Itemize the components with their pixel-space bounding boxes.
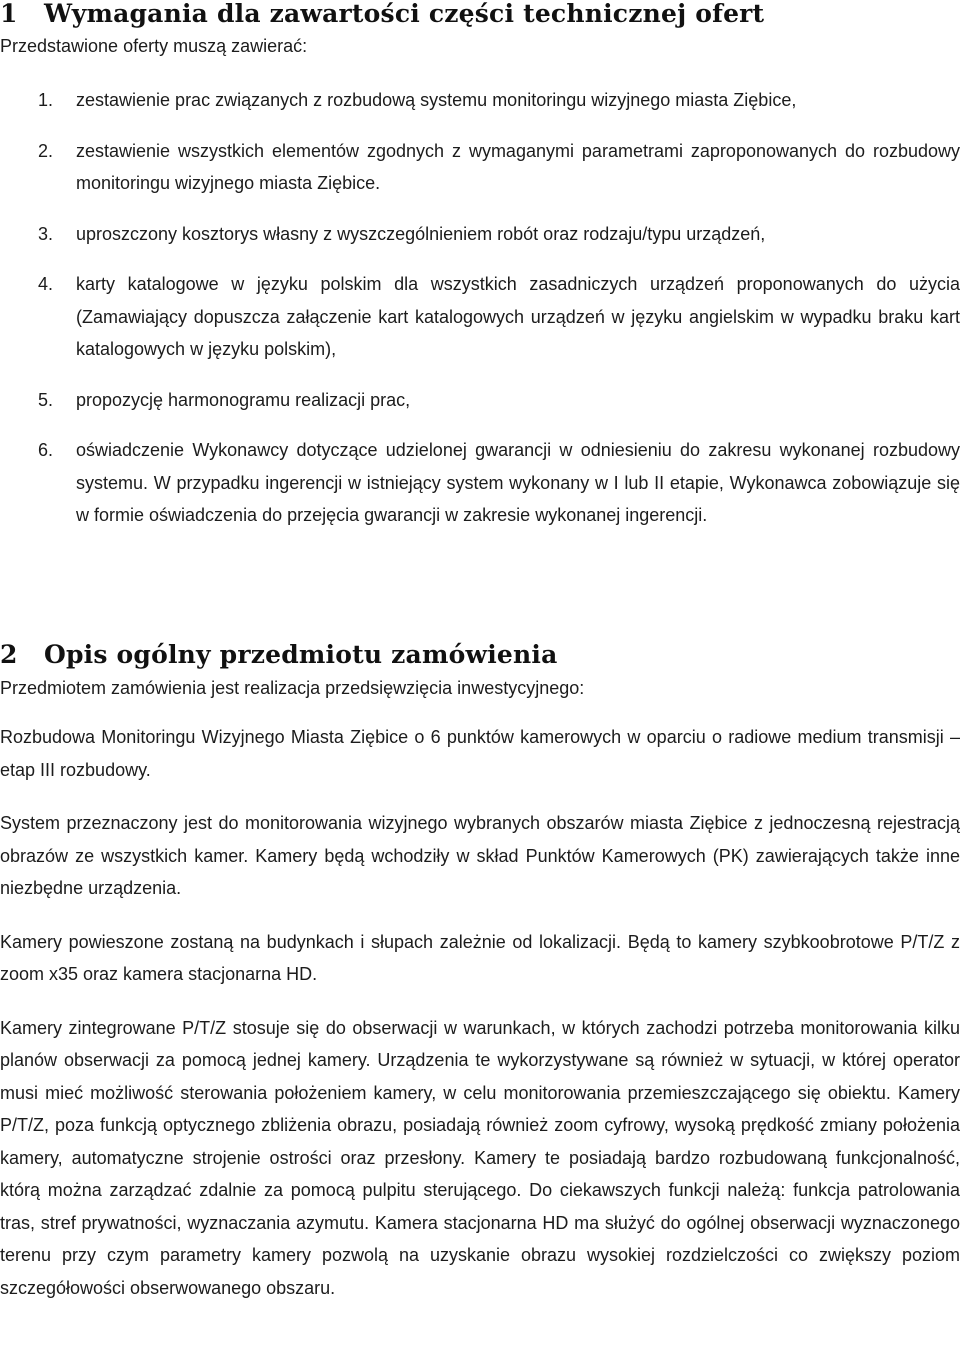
list-item-text: karty katalogowe w języku polskim dla wszystkich zasadniczych urządzeń proponowanych do użycia (Zamawiający dopuszcza załączenie kart katalogowych urządzeń w języku angielskim w wypadku braku kart katalogowych w języku polskim),: [76, 274, 960, 359]
list-item-text: zestawienie wszystkich elementów zgodnych z wymaganymi parametrami zaproponowanych do rozbudowy monitoringu wizyjnego miasta Ziębice.: [76, 140, 960, 193]
section-1-intro: Przedstawione oferty muszą zawierać:: [0, 36, 308, 56]
paragraph: Rozbudowa Monitoringu Wizyjnego Miasta Ziębice o 6 punktów kamerowych w oparciu o radiowe medium transmisji – etap III rozbudowy.: [0, 727, 960, 780]
list-item: [0, 218, 960, 251]
list-item-text: propozycję harmonogramu realizacji prac,: [76, 389, 411, 410]
list-item: [0, 268, 960, 366]
list-item: [0, 135, 960, 200]
list-item: [0, 434, 960, 532]
list-item-text: oświadczenie Wykonawcy dotyczące udzielonej gwarancji w odniesieniu do zakresu wykonanej rozbudowy systemu. W przypadku ingerencji w istniejący system wykonany w I lub II etapie, Wykonawca zobowiązuje się w formie oświadczenia do przejęcia gwarancji w zakresie wykonanej ingerencji.: [76, 440, 960, 525]
section-1-title: Wymagania dla zawartości części technicznej ofert: [44, 0, 765, 28]
section-2-body: [0, 675, 960, 1325]
paragraph: Kamery zintegrowane P/T/Z stosuje się do obserwacji w warunkach, w których zachodzi potrzeba monitorowania kilku planów obserwacji za pomocą jednej kamery. Urządzenia te wykorzystywane są również w sytuacji, w której operator musi mieć możliwość sterowania położeniem kamery, w celu monitorowania przemieszczającego się obiektu. Kamery P/T/Z, poza funkcją optycznego zbliżenia obrazu, posiadają również zoom cyfrowy, wysoką prędkość zmiany położenia kamery, automatyczne strojenie ostrości oraz przesłony. Kamery te posiadają bardzo rozbudowaną funkcjonalność, którą można zarządzać zdalnie za pomocą pulpitu sterującego. Do ciekawszych funkcji należą: funkcja patrolowania tras, stref prywatności, wyznaczania azymutu. Kamera stacjonarna HD ma służyć do ogólnej obserwacji wyznaczonego terenu przy czym parametry kamery pozwolą na uzyskanie obrazu wysokiej rozdzielczości co zwiększy poziom szczegółowości obserwowanego obszaru.: [0, 1017, 960, 1298]
section-2-number: 2: [0, 640, 18, 669]
list-item: [0, 84, 960, 117]
list-item-marker: 3.: [38, 223, 54, 244]
list-item-marker: 1.: [38, 90, 54, 110]
list-item-text: zestawienie prac związanych z rozbudową systemu monitoringu wizyjnego miasta Ziębice,: [76, 90, 797, 110]
section-1-heading: [0, 0, 764, 28]
paragraph: Kamery powieszone zostaną na budynkach i słupach zależnie od lokalizacji. Będą to kamery szybkoobrotowe P/T/Z z zoom x35 oraz kamera stacjonarna HD.: [0, 931, 960, 984]
list-item: [0, 384, 960, 417]
list-item-marker: 5.: [38, 389, 54, 410]
section-1-number: 1: [0, 0, 18, 28]
section-2-title: Opis ogólny przedmiotu zamówienia: [44, 640, 558, 669]
list-item-marker: 4.: [38, 274, 54, 294]
requirements-list: [0, 84, 960, 550]
paragraph: Przedmiotem zamówienia jest realizacja przedsięwzięcia inwestycyjnego:: [0, 678, 585, 698]
list-item-marker: 6.: [38, 440, 54, 460]
list-item-text: uproszczony kosztorys własny z wyszczególnieniem robót oraz rodzaju/typu urządzeń,: [76, 223, 766, 244]
paragraph: System przeznaczony jest do monitorowania wizyjnego wybranych obszarów miasta Ziębice z jednoczesną rejestracją obrazów ze wszystkich kamer. Kamery będą wchodziły w skład Punktów Kamerowych (PK) zawierających także inne niezbędne urządzenia.: [0, 813, 960, 898]
list-item-marker: 2.: [38, 140, 54, 161]
section-2-heading: [0, 640, 557, 670]
